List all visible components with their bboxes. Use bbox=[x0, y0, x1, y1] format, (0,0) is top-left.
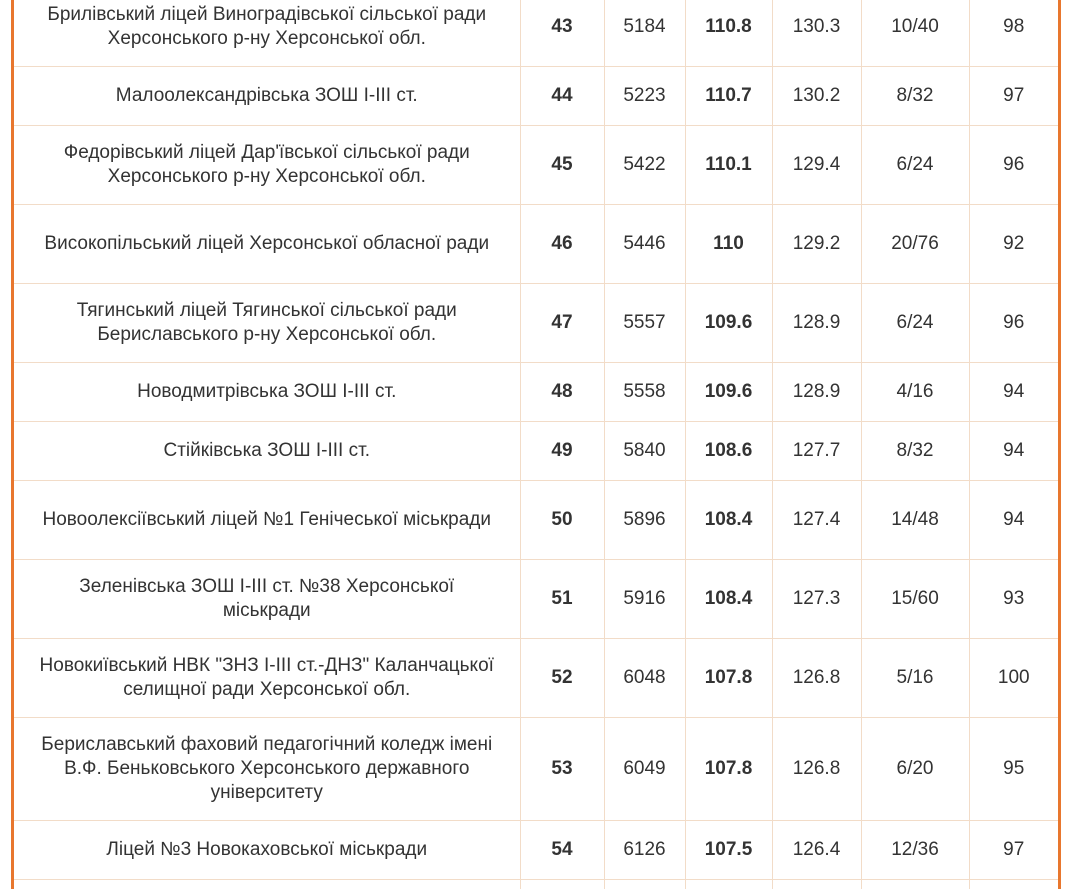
rating-cell: 128.9 bbox=[772, 284, 861, 363]
school-name: Федорівський ліцей Дар'ївської сільської ради Херсонського р-ну Херсонської обл. bbox=[14, 126, 520, 205]
ratio-cell: 5/16 bbox=[861, 639, 969, 718]
place-cell: 5446 bbox=[604, 205, 685, 284]
percent-cell: 96 bbox=[969, 284, 1058, 363]
table-row bbox=[14, 481, 1058, 560]
rating-cell: 126.4 bbox=[772, 821, 861, 880]
rank-cell: 51 bbox=[520, 560, 604, 639]
table-row bbox=[14, 422, 1058, 481]
ratio-cell: 14/48 bbox=[861, 481, 969, 560]
rank-cell: 53 bbox=[520, 718, 604, 821]
score-cell: 110.1 bbox=[685, 126, 772, 205]
rank-cell: 45 bbox=[520, 126, 604, 205]
rating-cell: 129.4 bbox=[772, 126, 861, 205]
score-cell: 109.6 bbox=[685, 284, 772, 363]
place-cell: 5223 bbox=[604, 67, 685, 126]
percent-cell: 94 bbox=[969, 363, 1058, 422]
rank-cell: 50 bbox=[520, 481, 604, 560]
table-row bbox=[14, 67, 1058, 126]
school-name: Бериславський фаховий педагогічний коледж імені В.Ф. Беньковського Херсонського державного університету bbox=[14, 718, 520, 821]
ratio-cell: 12/36 bbox=[861, 821, 969, 880]
table-body bbox=[14, 0, 1058, 889]
ratio-cell: 6/24 bbox=[861, 126, 969, 205]
score-cell: 108.4 bbox=[685, 560, 772, 639]
score-cell: 109.6 bbox=[685, 363, 772, 422]
place-cell: 5916 bbox=[604, 560, 685, 639]
school-ranking-table bbox=[14, 0, 1058, 889]
school-name: Новокиївський НВК "ЗНЗ І-ІІІ ст.-ДНЗ" Каланчацької селищної ради Херсонської обл. bbox=[14, 639, 520, 718]
rating-cell: 127.4 bbox=[772, 481, 861, 560]
percent-cell: 98 bbox=[969, 0, 1058, 67]
rank-cell: 52 bbox=[520, 639, 604, 718]
school-name: Стійківська ЗОШ І-ІІІ ст. bbox=[14, 422, 520, 481]
place-cell: 5184 bbox=[604, 0, 685, 67]
place-cell: 5896 bbox=[604, 481, 685, 560]
empty-cell bbox=[14, 880, 520, 889]
table-row bbox=[14, 363, 1058, 422]
rating-cell: 129.2 bbox=[772, 205, 861, 284]
score-cell: 107.8 bbox=[685, 639, 772, 718]
table-row bbox=[14, 639, 1058, 718]
ratio-cell: 8/32 bbox=[861, 422, 969, 481]
school-name: Високопільський ліцей Херсонської обласної ради bbox=[14, 205, 520, 284]
percent-cell: 95 bbox=[969, 718, 1058, 821]
school-name: Брилівський ліцей Виноградівської сільської ради Херсонського р-ну Херсонської обл. bbox=[14, 0, 520, 67]
ratio-cell: 10/40 bbox=[861, 0, 969, 67]
place-cell: 6126 bbox=[604, 821, 685, 880]
percent-cell: 96 bbox=[969, 126, 1058, 205]
ratio-cell: 20/76 bbox=[861, 205, 969, 284]
rank-cell: 44 bbox=[520, 67, 604, 126]
ranking-table-container bbox=[11, 0, 1061, 889]
ratio-cell: 4/16 bbox=[861, 363, 969, 422]
empty-cell bbox=[772, 880, 861, 889]
rank-cell: 43 bbox=[520, 0, 604, 67]
ratio-cell: 15/60 bbox=[861, 560, 969, 639]
score-cell: 107.5 bbox=[685, 821, 772, 880]
school-name: Зеленівська ЗОШ І-ІІІ ст. №38 Херсонської міськради bbox=[14, 560, 520, 639]
percent-cell: 94 bbox=[969, 481, 1058, 560]
empty-cell bbox=[861, 880, 969, 889]
place-cell: 5422 bbox=[604, 126, 685, 205]
rank-cell: 54 bbox=[520, 821, 604, 880]
percent-cell: 100 bbox=[969, 639, 1058, 718]
score-cell: 110 bbox=[685, 205, 772, 284]
rating-cell: 130.2 bbox=[772, 67, 861, 126]
score-cell: 110.8 bbox=[685, 0, 772, 67]
ratio-cell: 6/20 bbox=[861, 718, 969, 821]
percent-cell: 97 bbox=[969, 821, 1058, 880]
rank-cell: 48 bbox=[520, 363, 604, 422]
rank-cell: 47 bbox=[520, 284, 604, 363]
ratio-cell: 6/24 bbox=[861, 284, 969, 363]
ratio-cell: 8/32 bbox=[861, 67, 969, 126]
table-row-partial bbox=[14, 880, 1058, 889]
school-name: Тягинський ліцей Тягинської сільської ради Бериславського р-ну Херсонської обл. bbox=[14, 284, 520, 363]
score-cell: 107.8 bbox=[685, 718, 772, 821]
percent-cell: 92 bbox=[969, 205, 1058, 284]
table-row bbox=[14, 126, 1058, 205]
percent-cell: 97 bbox=[969, 67, 1058, 126]
school-name: Новодмитрівська ЗОШ І-ІІІ ст. bbox=[14, 363, 520, 422]
school-name: Новоолексіївський ліцей №1 Генічеської міськради bbox=[14, 481, 520, 560]
table-row bbox=[14, 284, 1058, 363]
score-cell: 108.6 bbox=[685, 422, 772, 481]
empty-cell bbox=[685, 880, 772, 889]
school-name: Малоолександрівська ЗОШ І-ІІІ ст. bbox=[14, 67, 520, 126]
rating-cell: 127.7 bbox=[772, 422, 861, 481]
rating-cell: 126.8 bbox=[772, 639, 861, 718]
rating-cell: 128.9 bbox=[772, 363, 861, 422]
percent-cell: 93 bbox=[969, 560, 1058, 639]
table-row bbox=[14, 205, 1058, 284]
place-cell: 6048 bbox=[604, 639, 685, 718]
score-cell: 108.4 bbox=[685, 481, 772, 560]
table-row bbox=[14, 718, 1058, 821]
empty-cell bbox=[520, 880, 604, 889]
rank-cell: 49 bbox=[520, 422, 604, 481]
percent-cell: 94 bbox=[969, 422, 1058, 481]
rank-cell: 46 bbox=[520, 205, 604, 284]
table-row bbox=[14, 821, 1058, 880]
place-cell: 5840 bbox=[604, 422, 685, 481]
empty-cell bbox=[969, 880, 1058, 889]
empty-cell bbox=[604, 880, 685, 889]
rating-cell: 126.8 bbox=[772, 718, 861, 821]
table-row bbox=[14, 560, 1058, 639]
rating-cell: 127.3 bbox=[772, 560, 861, 639]
table-row bbox=[14, 0, 1058, 67]
place-cell: 5557 bbox=[604, 284, 685, 363]
school-name: Ліцей №3 Новокаховської міськради bbox=[14, 821, 520, 880]
rating-cell: 130.3 bbox=[772, 0, 861, 67]
place-cell: 5558 bbox=[604, 363, 685, 422]
score-cell: 110.7 bbox=[685, 67, 772, 126]
place-cell: 6049 bbox=[604, 718, 685, 821]
